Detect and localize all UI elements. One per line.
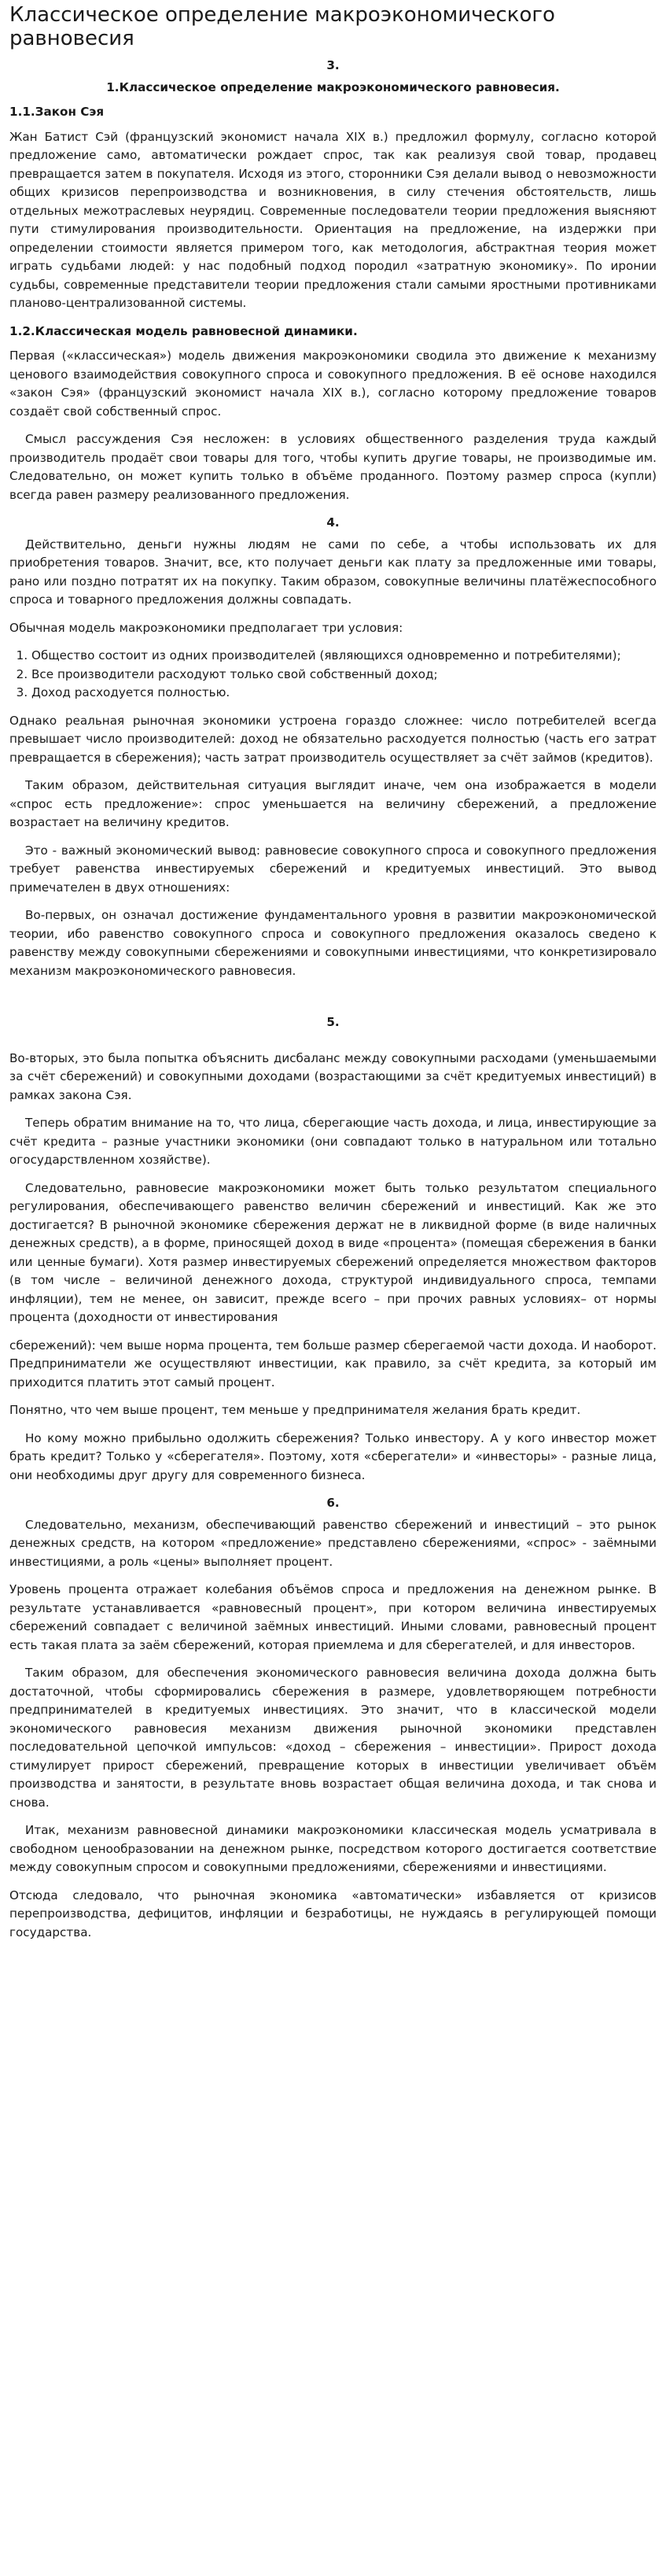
paragraph: Это - важный экономический вывод: равновесие совокупного спроса и совокупного предложения требует равенства инвестируемых сбережений и кредитуемых инвестиций. Это вывод примечателен в двух отношениях:	[9, 843, 657, 895]
paragraph: Однако реальная рыночная экономики устроена гораздо сложнее: число потребителей всегда превышает число производителей: доход не обязательно расходуется полностью (часть его затрат превращается в сбережения); часть затрат производитель осуществляет за счёт займов (кредитов).	[9, 713, 657, 765]
paragraph: Теперь обратим внимание на то, что лица, сберегающие часть дохода, и лица, инвестирующие за счёт кредита – разные участники экономики (они совпадают только в натуральном или тотально огосударствленном хозяйстве).	[9, 1116, 657, 1167]
conditions-list	[9, 647, 657, 703]
paragraph: Действительно, деньги нужны людям не сами по себе, а чтобы использовать их для приобретения товаров. Значит, все, кто получает деньги как плату за предложенные ими товары, рано или поздно потратят их на покупку. Таким образом, совокупные величины платёжеспособного спроса и товарного предложения должны совпадать.	[9, 537, 657, 607]
paragraph: Уровень процента отражает колебания объёмов спроса и предложения на денежном рынке. В результате устанавливается «равновесный процент», при котором величина инвестируемых сбережений совпадает с величиной заёмных инвестиций. Иными словами, равновесный процент есть такая плата за заём сбережений, которая приемлема и для сберегателей, и для инвесторов.	[9, 1582, 657, 1652]
paragraph: Понятно, что чем выше процент, тем меньше у предпринимателя желания брать кредит.	[9, 1403, 581, 1417]
list-item: 3. Доход расходуется полностью.	[31, 684, 657, 703]
page-number-3: 3.	[326, 58, 340, 72]
paragraph: Следовательно, равновесие макроэкономики может быть только результатом специального регулирования, обеспечивающего равенство величин сбережений и инвестиций. Как же это достигается? В рыночной экономике сбережения держат не в ликвидной форме (в виде наличных денежных средств), а в форме, приносящей доход в виде «процента» (помещая сбережения в банки или ценные бумаги). Хотя размер инвестируемых сбережений определяется множеством факторов (в том числе – величиной денежного дохода, структурой индивидуального спроса, темпами инфляции), тем не менее, он зависит, прежде всего – при прочих равных условиях– от нормы процента (доходности от инвестирования	[9, 1180, 657, 1324]
paragraph: Смысл рассуждения Сэя несложен: в условиях общественного разделения труда каждый производитель продаёт свои товары для того, чтобы купить другие товары, не производимые им. Следовательно, он может купить только в объёме проданного. Поэтому размер спроса (купли) всегда равен размеру реализованного предложения.	[9, 432, 657, 502]
paragraph: Обычная модель макроэкономики предполагает три условия:	[9, 620, 403, 635]
paragraph: Таким образом, для обеспечения экономического равновесия величина дохода должна быть достаточной, чтобы сформировались сбережения в размере, удовлетворяющем потребности предпринимателей в кредитуемых инвестициях. Это значит, что в классической модели экономического равновесия механизм движения рыночной экономики представлен последовательной цепочкой импульсов: «доход – сбережения – инвестиции». Прирост дохода стимулирует прирост сбережений, превращение которых в инвестиции увеличивает объём производства и занятости, в результате вновь возрастает общая величина дохода, и так снова и снова.	[9, 1666, 657, 1810]
paragraph: Но кому можно прибыльно одолжить сбережения? Только инвестору. А у кого инвестор может брать кредит? Только у «сберегателя». Поэтому, хотя «сберегатели» и «инвесторы» - разные лица, они необходимы друг другу для современного бизнеса.	[9, 1430, 657, 1482]
list-item: 1. Общество состоит из одних производителей (являющихся одновременно и потребителями);	[31, 647, 657, 666]
paragraph: Следовательно, механизм, обеспечивающий равенство сбережений и инвестиций – это рынок денежных средств, на котором «предложение» представлено сбережениями, «спрос» - заёмными инвестициями, а роль «цены» выполняет процент.	[9, 1517, 657, 1569]
paragraph: сбережений): чем выше норма процента, тем больше размер сберегаемой части дохода. И наоборот. Предприниматели же осуществляют инвестиции, как правило, за счёт кредита, за который им приходится платить этот самый процент.	[9, 1338, 657, 1389]
paragraph: Первая («классическая») модель движения макроэкономики сводила это движение к механизму ценового взаимодействия совокупного спроса и совокупного предложения. В её основе находился «закон Сэя» (французский экономист начала XIX в.), согласно которому предложение товаров создаёт свой собственный спрос.	[9, 349, 657, 419]
paragraph: Во-первых, он означал достижение фундаментального уровня в развитии макроэкономической теории, ибо равенство совокупного спроса и совокупного предложения оказалось сведено к равенству между совокупными сбережениями и совокупными инвестициями, что конкретизировало механизм макроэкономического равновесия.	[9, 908, 657, 978]
page-number-4: 4.	[326, 515, 340, 530]
chapter-heading: 1.Классическое определение макроэкономического равновесия.	[106, 79, 560, 94]
paragraph: Отсюда следовало, что рыночная экономика «автоматически» избавляется от кризисов перепроизводства, дефицитов, инфляции и безработицы, не нуждаясь в регулирующей помощи государства.	[9, 1888, 657, 1939]
paragraph: Жан Батист Сэй (французский экономист начала XIX в.) предложил формулу, согласно которой предложение само, автоматически рождает спрос, так как реализуя свой товар, продавец превращается затем в покупателя. Исходя из этого, сторонники Сэя делали вывод о невозможности общих кризисов перепроизводства и возникновения, в силу стечения обстоятельств, лишь отдельных межотраслевых неурядиц. Современные последователи теории предложения выясняют пути стимулирования производительности. Ориентация на предложение, на издержки при определении стоимости является примером того, как методология, абстрактная теория может играть судьбами людей: у нас подобный подход породил «затратную экономику». По иронии судьбы, современные представители теории предложения стали самыми яростными противниками планово-централизованной системы.	[9, 129, 657, 310]
paragraph: Во-вторых, это была попытка объяснить дисбаланс между совокупными расходами (уменьшаемыми за счёт сбережений) и совокупными доходами (возрастающими за счёт кредитуемых инвестиций) в рамках закона Сэя.	[9, 1050, 657, 1102]
section-heading-say-law: 1.1.Закон Сэя	[9, 105, 105, 119]
list-item: 2. Все производители расходуют только свой собственный доход;	[31, 666, 657, 685]
document-title: Классическое определение макроэкономического равновесия	[9, 3, 555, 50]
page-number-6: 6.	[326, 1496, 340, 1510]
paragraph: Таким образом, действительная ситуация выглядит иначе, чем она изображается в модели «спрос есть предложение»: спрос уменьшается на величину сбережений, а предложение возрастает на величину кредитов.	[9, 778, 657, 829]
page-number-5: 5.	[326, 1015, 340, 1029]
section-heading-classical-model: 1.2.Классическая модель равновесной динамики.	[9, 323, 358, 338]
paragraph: Итак, механизм равновесной динамики макроэкономики классическая модель усматривала в свободном ценообразовании на денежном рынке, посредством которого достигается соответствие между совокупным спросом и совокупными предложениями, сбережениями и инвестициями.	[9, 1823, 657, 1874]
